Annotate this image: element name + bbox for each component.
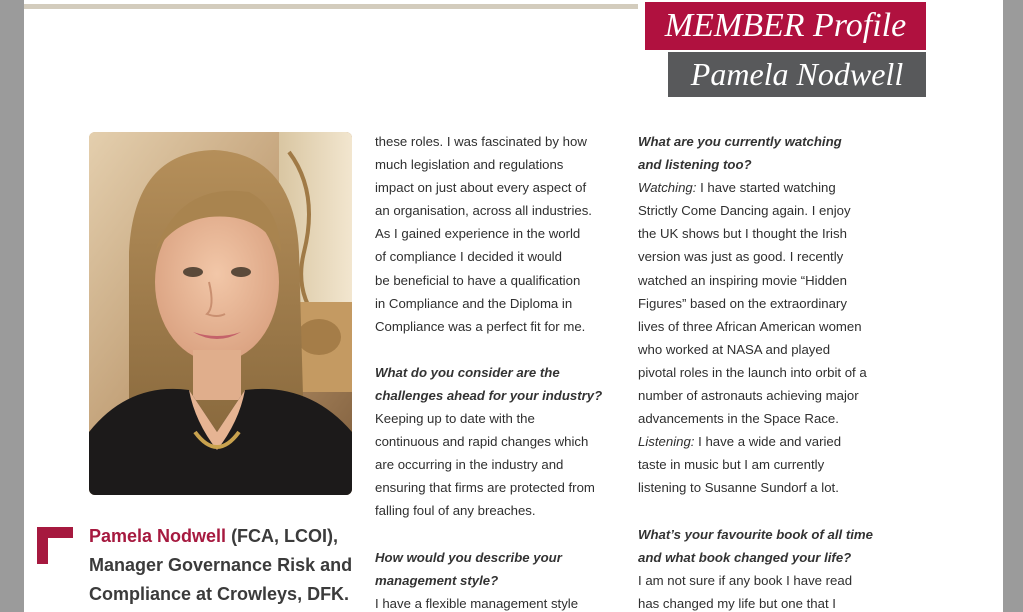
answer-line: I have a flexible management style: [375, 595, 579, 611]
intro-line: As I gained experience in the world: [375, 226, 581, 242]
listening-first: I have a wide and varied: [694, 434, 842, 450]
profile-name-banner: Pamela Nodwell: [668, 52, 926, 97]
intro-line: be beneficial to have a qualification: [375, 272, 581, 288]
portrait-photo-icon: [89, 132, 352, 495]
member-profile-banner: MEMBER Profile: [645, 2, 926, 50]
answer-line: advancements in the Space Race.: [638, 411, 839, 427]
intro-line: these roles. I was fascinated by how: [375, 134, 587, 149]
article-column-middle: [375, 130, 620, 612]
answer-line: number of astronauts achieving major: [638, 388, 859, 404]
question-favourite-book: What’s your favourite book of all time: [638, 526, 873, 542]
caption-line-1: [89, 522, 369, 551]
watching-label: Watching:: [638, 180, 697, 196]
magazine-page: [24, 0, 1003, 612]
intro-line: in Compliance and the Diploma in: [375, 295, 573, 311]
intro-line: much legislation and regulations: [375, 157, 564, 173]
answer-line: lives of three African American women: [638, 318, 862, 334]
answer-line: falling foul of any breaches.: [375, 503, 536, 519]
watching-first: I have started watching: [696, 180, 836, 196]
answer-line: version was just as good. I recently: [638, 249, 844, 265]
caption-credentials: (FCA, LCOI),: [226, 526, 339, 546]
question-challenges: challenges ahead for your industry?: [375, 387, 603, 403]
question-management-style: How would you describe your: [375, 549, 562, 565]
question-management-style: management style?: [375, 572, 499, 588]
answer-line: are occurring in the industry and: [375, 457, 564, 473]
answer-line: taste in music but I am currently: [638, 457, 825, 473]
article-column-right: [638, 130, 888, 612]
top-rule: [24, 4, 638, 9]
answer-line: continuous and rapid changes which: [375, 434, 589, 450]
caption-line-3: Compliance at Crowleys, DFK.: [89, 584, 350, 604]
answer-line: Keeping up to date with the: [375, 411, 535, 427]
answer-line: pivotal roles in the launch into orbit of a: [638, 364, 867, 380]
answer-line: ensuring that firms are protected from: [375, 480, 595, 496]
photo-caption: [89, 522, 369, 609]
portrait-photo: [89, 132, 352, 495]
question-watching: What are you currently watching: [638, 134, 842, 149]
caption-line-2: Manager Governance Risk and: [89, 555, 353, 575]
question-favourite-book: and what book changed your life?: [638, 549, 852, 565]
answer-line: [638, 176, 888, 199]
accent-corner-icon: [37, 527, 73, 564]
intro-line: of compliance I decided it would: [375, 249, 562, 265]
answer-line: has changed my life but one that I: [638, 595, 836, 611]
intro-line: Compliance was a perfect fit for me.: [375, 318, 586, 334]
caption-name: Pamela Nodwell: [89, 526, 227, 546]
answer-line: the UK shows but I thought the Irish: [638, 226, 847, 242]
answer-line: who worked at NASA and played: [638, 341, 831, 357]
listening-label: Listening:: [638, 434, 695, 450]
intro-line: an organisation, across all industries.: [375, 203, 592, 219]
answer-line: Strictly Come Dancing again. I enjoy: [638, 203, 851, 219]
question-watching: and listening too?: [638, 157, 752, 173]
answer-line: I am not sure if any book I have read: [638, 572, 853, 588]
question-challenges: What do you consider are the: [375, 364, 560, 380]
answer-line: watched an inspiring movie “Hidden: [638, 272, 847, 288]
answer-line: [638, 430, 888, 453]
intro-line: impact on just about every aspect of: [375, 180, 587, 196]
answer-line: listening to Susanne Sundorf a lot.: [638, 480, 839, 496]
answer-line: Figures” based on the extraordinary: [638, 295, 847, 311]
